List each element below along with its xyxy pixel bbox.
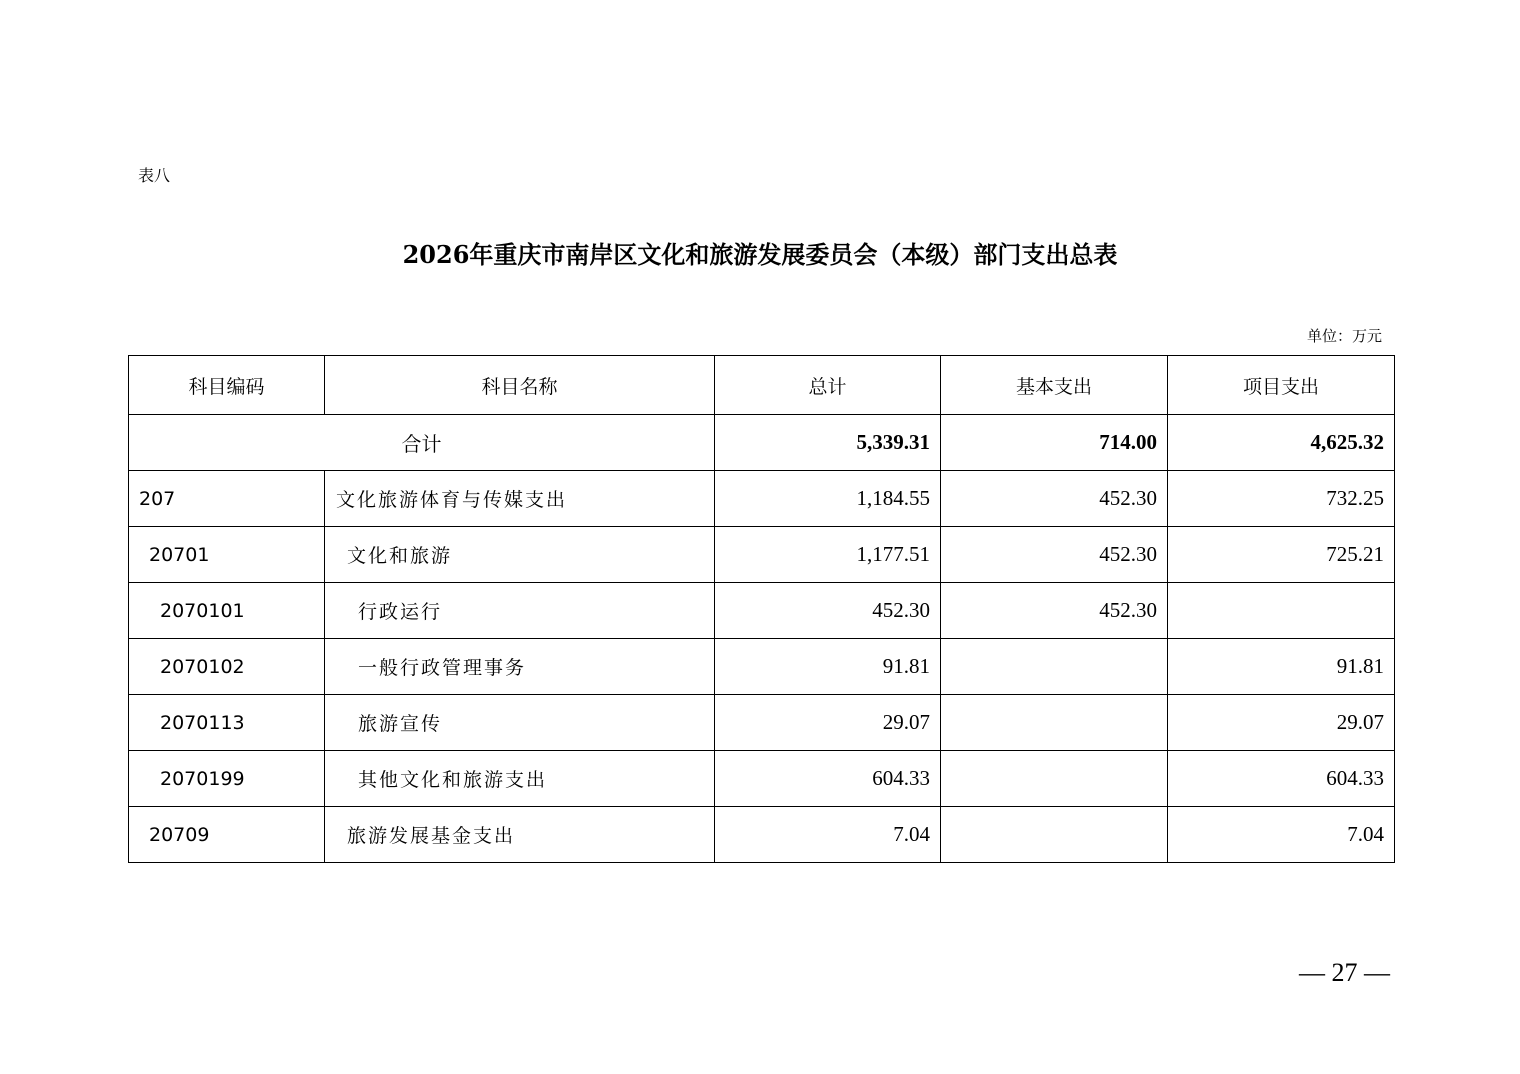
total-label: 合计 <box>129 415 715 471</box>
row-total: 29.07 <box>715 695 941 751</box>
row-basic: 452.30 <box>941 471 1168 527</box>
unit-label: 单位：万元 <box>1306 327 1382 345</box>
row-total: 91.81 <box>715 639 941 695</box>
header-project: 项目支出 <box>1168 356 1395 415</box>
row-code: 2070102 <box>129 639 325 695</box>
row-project: 732.25 <box>1168 471 1395 527</box>
table-row <box>129 639 1395 695</box>
row-project <box>1168 583 1395 639</box>
page-number: — 27 — <box>1299 958 1390 987</box>
row-project: 29.07 <box>1168 695 1395 751</box>
row-basic: 452.30 <box>941 583 1168 639</box>
row-name: 旅游发展基金支出 <box>325 807 715 863</box>
row-name: 旅游宣传 <box>325 695 715 751</box>
row-name: 一般行政管理事务 <box>325 639 715 695</box>
row-code: 2070101 <box>129 583 325 639</box>
table-row <box>129 471 1395 527</box>
header-basic: 基本支出 <box>941 356 1168 415</box>
expense-table <box>128 355 1395 863</box>
row-code: 2070113 <box>129 695 325 751</box>
row-project: 7.04 <box>1168 807 1395 863</box>
row-basic <box>941 807 1168 863</box>
header-name: 科目名称 <box>325 356 715 415</box>
row-name: 文化和旅游 <box>325 527 715 583</box>
row-name: 行政运行 <box>325 583 715 639</box>
row-total: 7.04 <box>715 807 941 863</box>
page-title: 2026年重庆市南岸区文化和旅游发展委员会（本级）部门支出总表 <box>402 240 1118 269</box>
row-basic <box>941 751 1168 807</box>
header-total: 总计 <box>715 356 941 415</box>
table-label: 表八 <box>138 166 171 185</box>
total-row <box>129 415 1395 471</box>
table-row <box>129 583 1395 639</box>
row-name: 文化旅游体育与传媒支出 <box>325 471 715 527</box>
table-header-row <box>129 356 1395 415</box>
row-total: 452.30 <box>715 583 941 639</box>
total-basic: 714.00 <box>941 415 1168 471</box>
table-row <box>129 751 1395 807</box>
row-basic <box>941 695 1168 751</box>
table-row <box>129 807 1395 863</box>
row-total: 1,184.55 <box>715 471 941 527</box>
row-code: 20709 <box>129 807 325 863</box>
row-name: 其他文化和旅游支出 <box>325 751 715 807</box>
row-project: 604.33 <box>1168 751 1395 807</box>
row-code: 207 <box>129 471 325 527</box>
row-basic <box>941 639 1168 695</box>
row-total: 604.33 <box>715 751 941 807</box>
row-total: 1,177.51 <box>715 527 941 583</box>
row-code: 2070199 <box>129 751 325 807</box>
row-basic: 452.30 <box>941 527 1168 583</box>
table-row <box>129 527 1395 583</box>
total-project: 4,625.32 <box>1168 415 1395 471</box>
table-row <box>129 695 1395 751</box>
total-sum: 5,339.31 <box>715 415 941 471</box>
row-project: 91.81 <box>1168 639 1395 695</box>
row-code: 20701 <box>129 527 325 583</box>
row-project: 725.21 <box>1168 527 1395 583</box>
header-code: 科目编码 <box>129 356 325 415</box>
